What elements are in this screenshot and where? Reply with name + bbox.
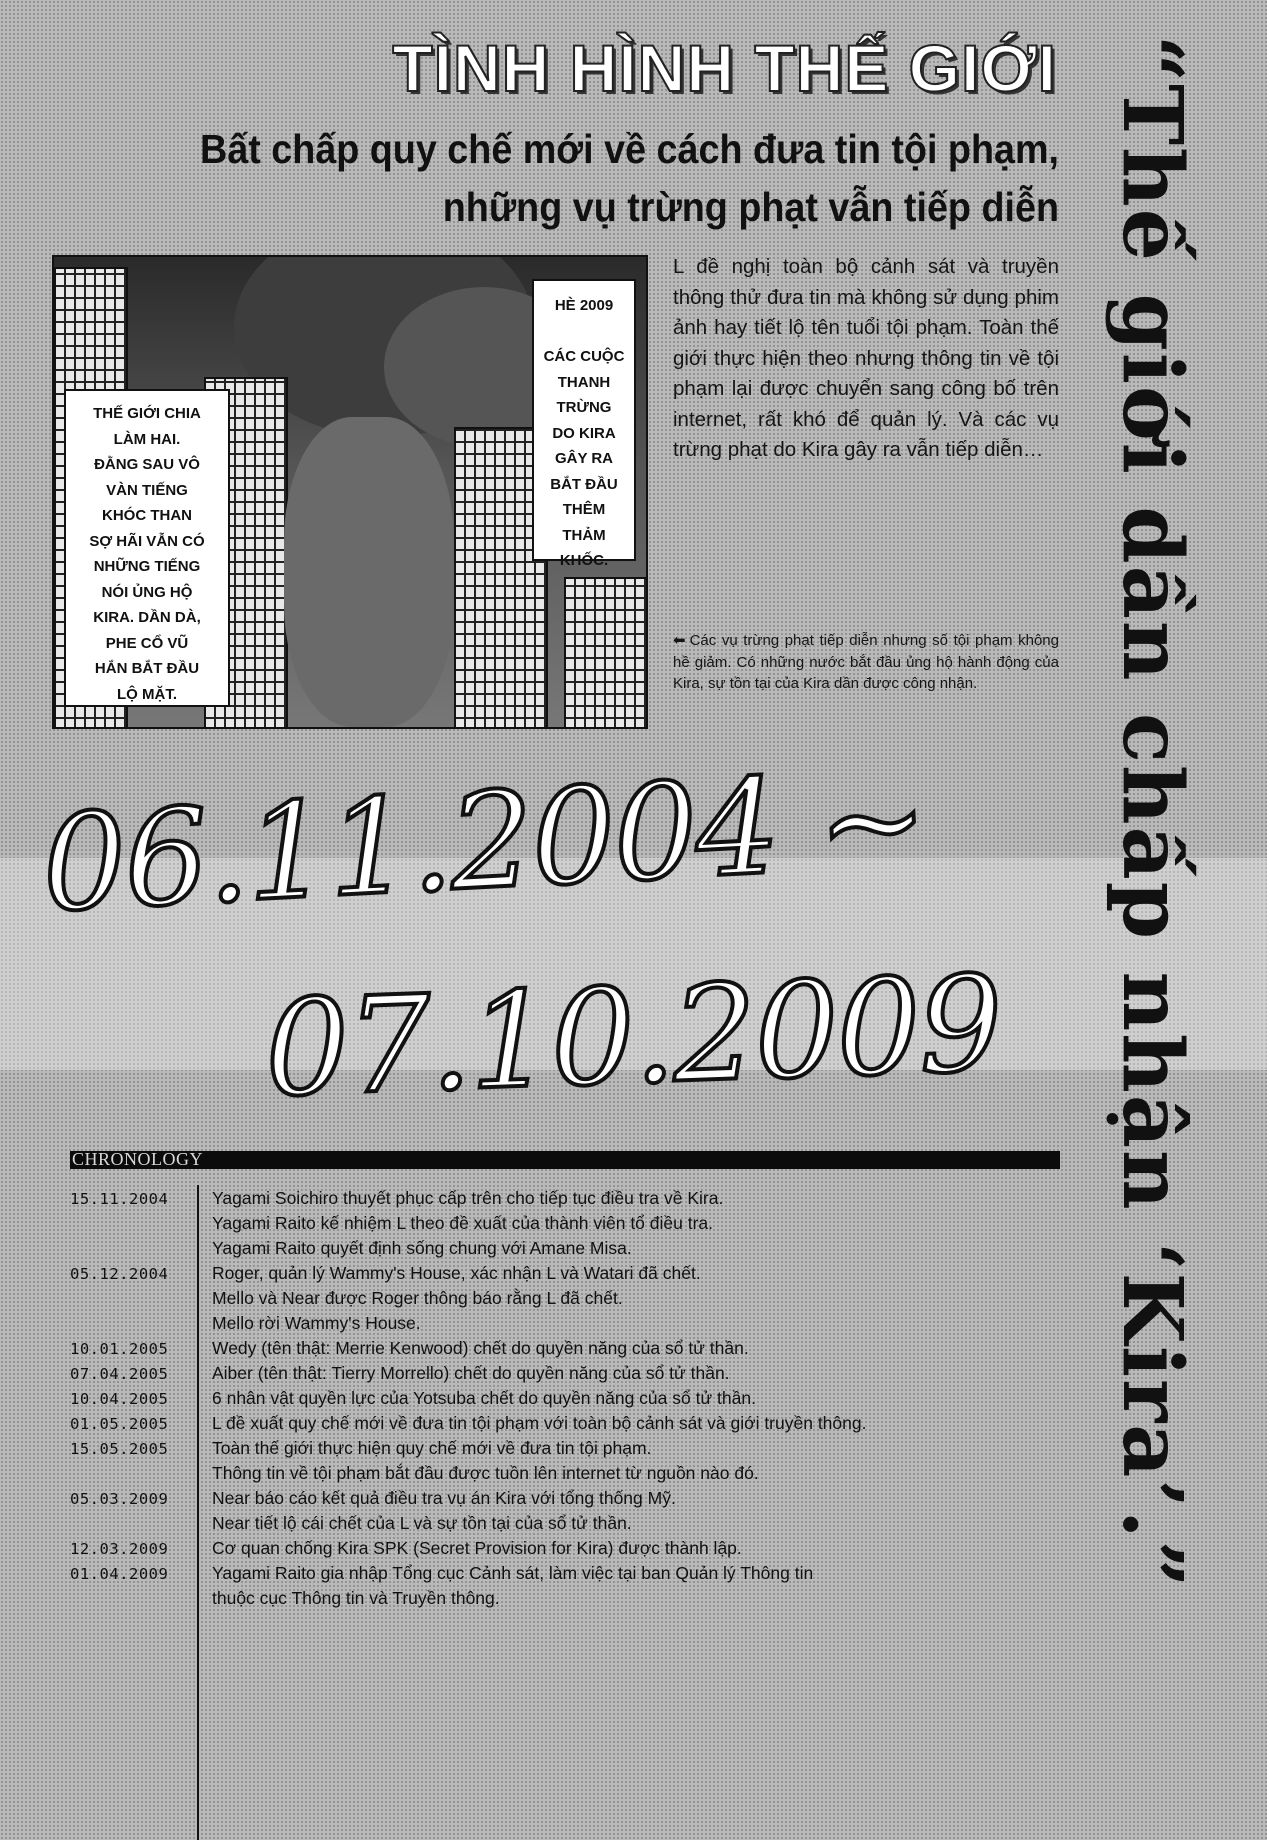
- chronology-row: [70, 1211, 1070, 1236]
- chronology-row: [70, 1411, 1070, 1436]
- date-end: 07.10.2009: [262, 947, 1004, 1127]
- chronology-event: Mello và Near được Roger thông báo rằng L đã chết.: [212, 1288, 623, 1308]
- page-title: TÌNH HÌNH THẾ GIỚI: [392, 31, 1057, 105]
- chronology-date: 07.04.2005: [70, 1364, 169, 1383]
- speech-box-left: THẾ GIỚI CHIA LÀM HAI. ĐẰNG SAU VÔ VÀN TIẾNG KHÓC THAN SỢ HÃI VẪN CÓ NHỮNG TIẾNG NÓI ỦNG HỘ KIRA. DẦN DÀ, PHE CỔ VŨ HẮN BẮT ĐẦU LỘ MẶT.: [64, 389, 230, 707]
- chronology-label: CHRONOLOGY: [72, 1149, 203, 1169]
- chronology-date: 15.11.2004: [70, 1189, 169, 1208]
- chronology-row: [70, 1186, 1070, 1211]
- chronology-row: [70, 1311, 1070, 1336]
- chronology-row: [70, 1336, 1070, 1361]
- chronology-event: Near báo cáo kết quả điều tra vụ án Kira với tổng thống Mỹ.: [212, 1488, 676, 1508]
- chronology-date: 05.12.2004: [70, 1264, 169, 1283]
- crowd-figures: [284, 417, 454, 727]
- chronology-event: Near tiết lộ cái chết của L và sự tồn tại của sổ tử thần.: [212, 1513, 632, 1533]
- manga-panel: [52, 255, 648, 729]
- chronology-date: 10.04.2005: [70, 1389, 169, 1408]
- speech-box-right: HÈ 2009 CÁC CUỘC THANH TRỪNG DO KIRA GÂY RA BẮT ĐẦU THÊM THẢM KHỐC.: [532, 279, 636, 561]
- chronology-event: Thông tin về tội phạm bắt đầu được tuồn lên internet từ nguồn nào đó.: [212, 1463, 759, 1483]
- date-start: 06.11.2004 ~: [38, 741, 930, 943]
- arrow-left-icon: ⬅: [673, 632, 686, 649]
- chronology-event: Yagami Raito quyết định sống chung với Amane Misa.: [212, 1238, 632, 1258]
- chronology-event: Yagami Raito kế nhiệm L theo đề xuất của thành viên tổ điều tra.: [212, 1213, 714, 1233]
- intro-paragraph: L đề nghị toàn bộ cảnh sát và truyền thông thử đưa tin mà không sử dụng phim ảnh hay tiết lộ tên tuổi tội phạm. Toàn thế giới thực hiện theo nhưng thông tin về tội phạm lại được chuyển sang công bố trên internet, rất khó để quản lý. Và các vụ trừng phạt do Kira gây ra vẫn tiếp diễn…: [673, 255, 1059, 461]
- image-caption: [673, 630, 1059, 695]
- subtitle-line-2: những vụ trừng phạt vẫn tiếp diễn: [442, 184, 1059, 230]
- vertical-quote: [1082, 35, 1262, 1590]
- chronology-row: [70, 1511, 1070, 1536]
- vertical-quote-text: “Thế giới dần chấp nhận ‘Kira’.”: [1104, 35, 1200, 1590]
- chronology-event: Cơ quan chống Kira SPK (Secret Provision for Kira) được thành lập.: [212, 1538, 742, 1558]
- chronology-event: Toàn thế giới thực hiện quy chế mới về đưa tin tội phạm.: [212, 1438, 652, 1458]
- chronology-event: 6 nhân vật quyền lực của Yotsuba chết do quyền năng của sổ tử thần.: [212, 1388, 756, 1408]
- chronology-event: Mello rời Wammy's House.: [212, 1313, 421, 1333]
- chronology-list: [70, 1186, 1070, 1611]
- chronology-event: Yagami Soichiro thuyết phục cấp trên cho tiếp tục điều tra về Kira.: [212, 1188, 724, 1208]
- chronology-row: [70, 1236, 1070, 1261]
- chronology-row: [70, 1586, 1070, 1611]
- chronology-event: Aiber (tên thật: Tierry Morrello) chết do quyền năng của sổ tử thần.: [212, 1363, 730, 1383]
- chronology-row: [70, 1461, 1070, 1486]
- chronology-event: Roger, quản lý Wammy's House, xác nhận L và Watari đã chết.: [212, 1263, 701, 1283]
- chronology-row: [70, 1561, 1070, 1586]
- chronology-date: 01.04.2009: [70, 1564, 169, 1583]
- chronology-row: [70, 1361, 1070, 1386]
- page-subtitle: [139, 120, 1059, 236]
- chronology-event: Yagami Raito gia nhập Tổng cục Cảnh sát, làm việc tại ban Quản lý Thông tin: [212, 1563, 814, 1583]
- chronology-date: 15.05.2005: [70, 1439, 169, 1458]
- chronology-header: [70, 1151, 1060, 1169]
- chronology-event: L đề xuất quy chế mới về đưa tin tội phạm với toàn bộ cảnh sát và giới truyền thông.: [212, 1413, 867, 1433]
- caption-text: Các vụ trừng phạt tiếp diễn nhưng số tội phạm không hề giảm. Có những nước bắt đầu ủng hộ hành động của Kira, sự tồn tại của Kira dần được công nhận.: [673, 632, 1059, 692]
- chronology-row: [70, 1486, 1070, 1511]
- chronology-event: thuộc cục Thông tin và Truyền thông.: [212, 1588, 500, 1608]
- chronology-date: 01.05.2005: [70, 1414, 169, 1433]
- chronology-date: 10.01.2005: [70, 1339, 169, 1358]
- building-illustration: [564, 577, 648, 729]
- chronology-row: [70, 1286, 1070, 1311]
- chronology-date: 05.03.2009: [70, 1489, 169, 1508]
- chronology-event: Wedy (tên thật: Merrie Kenwood) chết do quyền năng của sổ tử thần.: [212, 1338, 749, 1358]
- chronology-date: 12.03.2009: [70, 1539, 169, 1558]
- subtitle-line-1: Bất chấp quy chế mới về cách đưa tin tội phạm,: [199, 126, 1059, 172]
- chronology-row: [70, 1386, 1070, 1411]
- chronology-row: [70, 1436, 1070, 1461]
- chronology-row: [70, 1536, 1070, 1561]
- chronology-row: [70, 1261, 1070, 1286]
